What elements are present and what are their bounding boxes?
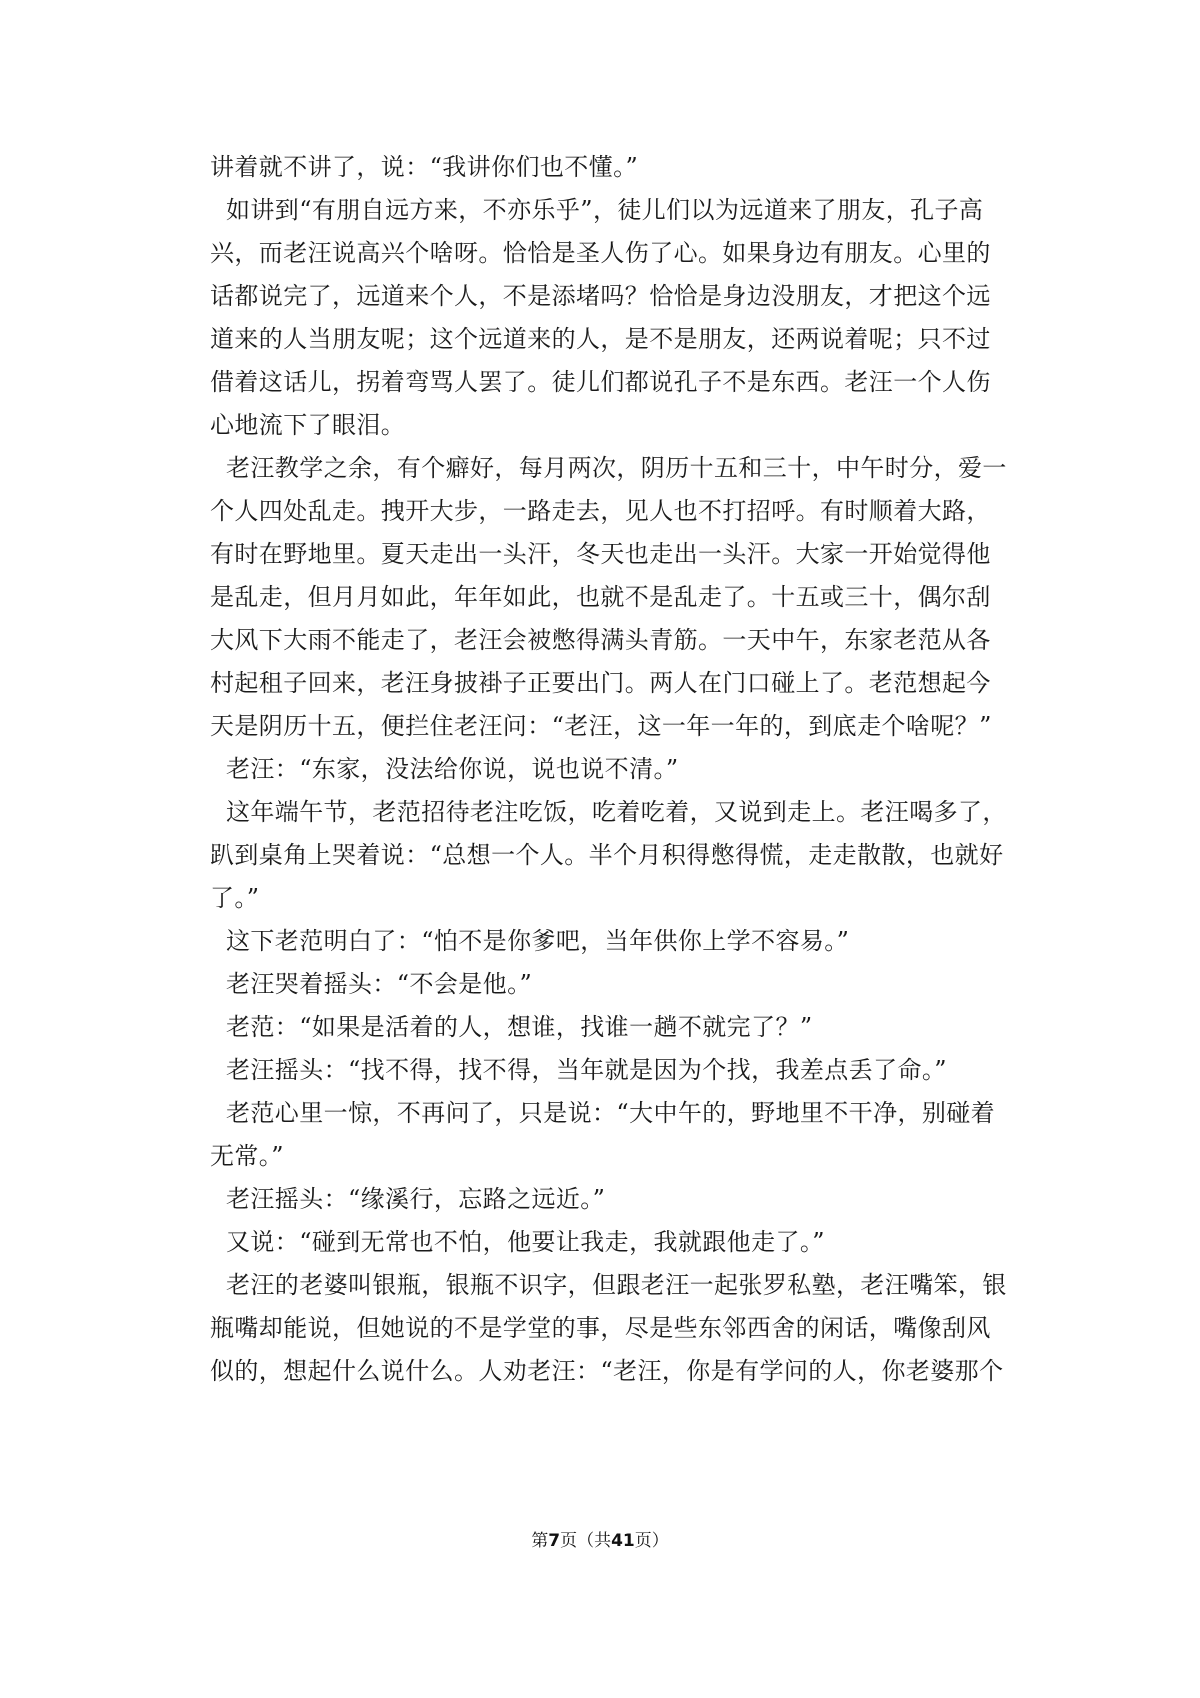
page-number-prefix: 第 (531, 1531, 549, 1551)
paragraph: 这年端午节，老范招待老注吃饭，吃着吃着，又说到走上。老汪喝多了，趴到桌角上哭着说：“总想一个人。半个月积得憋得慌，走走散散，也就好了。” (210, 798, 1007, 912)
paragraph: 老范：“如果是活着的人，想谁，找谁一趟不就完了？” (226, 1013, 813, 1041)
total-page-count: 41 (611, 1531, 635, 1551)
paragraph: 这下老范明白了：“怕不是你爹吧，当年供你上学不容易。” (226, 927, 850, 955)
paragraph: 又说：“碰到无常也不怕，他要让我走，我就跟他走了。” (226, 1228, 825, 1256)
body-text (210, 146, 1010, 1393)
paragraph: 讲着就不讲了，说：“我讲你们也不懂。” (210, 153, 639, 181)
paragraph: 老汪摇头：“缘溪行，忘路之远近。” (226, 1185, 606, 1213)
paragraph: 如讲到“有朋自远方来，不亦乐乎”，徒儿们以为远道来了朋友，孔子高兴，而老汪说高兴个啥呀。恰恰是圣人伤了心。如果身边有朋友。心里的话都说完了，远道来个人，不是添堵吗？恰恰是身边没朋友，才把这个远道来的人当朋友呢；这个远道来的人，是不是朋友，还两说着呢；只不过借着这话儿，拐着弯骂人罢了。徒儿们都说孔子不是东西。老汪一个人伤心地流下了眼泪。 (210, 196, 991, 439)
page-footer (0, 1526, 1200, 1551)
paragraph: 老汪：“东家，没法给你说，说也说不清。” (226, 755, 679, 783)
paragraph: 老汪哭着摇头：“不会是他。” (226, 970, 533, 998)
paragraph: 老汪的老婆叫银瓶，银瓶不识字，但跟老汪一起张罗私塾，老汪嘴笨，银瓶嘴却能说，但她说的不是学堂的事，尽是些东邻西舍的闲话，嘴像刮风似的，想起什么说什么。人劝老汪：“老汪，你是有学问的人，你老婆那个 (210, 1271, 1007, 1385)
paragraph: 老汪教学之余，有个癖好，每月两次，阴历十五和三十，中午时分，爱一个人四处乱走。拽开大步，一路走去，见人也不打招呼。有时顺着大路，有时在野地里。夏天走出一头汗，冬天也走出一头汗。大家一开始觉得他是乱走，但月月如此，年年如此，也就不是乱走了。十五或三十，偶尔刮大风下大雨不能走了，老汪会被憋得满头青筋。一天中午，东家老范从各村起租子回来，老汪身披褂子正要出门。两人在门口碰上了。老范想起今天是阴历十五，便拦住老汪问：“老汪，这一年一年的，到底走个啥呢？” (210, 454, 1007, 740)
page-number-middle: 页（共 (560, 1531, 612, 1551)
paragraph: 老范心里一惊，不再问了，只是说：“大中午的，野地里不干净，别碰着无常。” (210, 1099, 996, 1170)
page-number-suffix: 页） (634, 1531, 669, 1551)
paragraph: 老汪摇头：“找不得，找不得，当年就是因为个找，我差点丢了命。” (226, 1056, 947, 1084)
current-page-number: 7 (548, 1531, 561, 1551)
